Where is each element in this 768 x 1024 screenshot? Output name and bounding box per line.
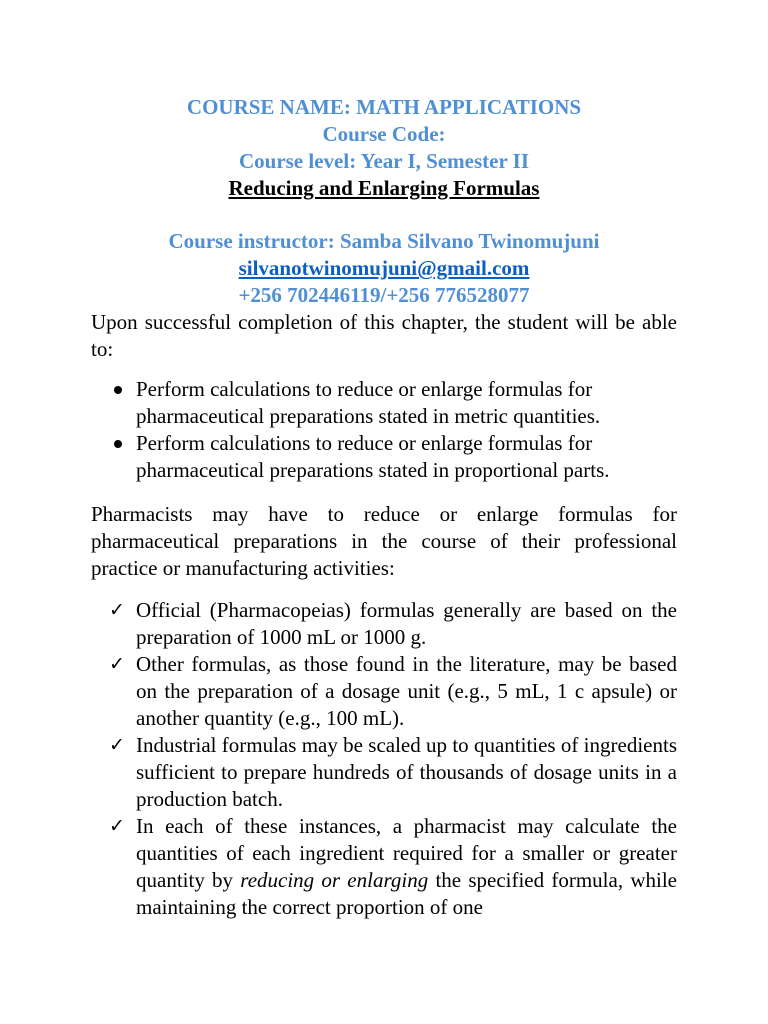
course-header <box>0 94 768 309</box>
instructor-email-link[interactable]: silvanotwinomujuni@gmail.com <box>238 256 530 280</box>
chapter-title: Reducing and Enlarging Formulas <box>228 176 540 200</box>
practice-paragraph: Pharmacists may have to reduce or enlarge formulas for pharmaceutical preparations in the course of their professional practice or manufacturing activities: <box>91 502 677 580</box>
checkmark-icon: ✓ <box>109 734 125 756</box>
list-item: Perform calculations to reduce or enlarge formulas for pharmaceutical preparations stated in proportional parts. <box>91 430 677 484</box>
checkmark-icon: ✓ <box>109 599 125 621</box>
course-name: COURSE NAME: MATH APPLICATIONS <box>186 95 582 119</box>
emphasis-text: reducing or enlarging <box>240 868 429 892</box>
list-item: ✓ Official (Pharmacopeias) formulas generally are based on the preparation of 1000 mL or 1000 g. <box>109 598 677 649</box>
instructor-phone: +256 702446119/+256 776528077 <box>238 283 530 307</box>
checkmark-icon: ✓ <box>109 815 125 837</box>
practice-section <box>91 501 677 582</box>
bullet-icon <box>114 386 122 394</box>
intro-paragraph: Upon successful completion of this chapter, the student will be able to: <box>91 310 677 361</box>
body-section <box>91 309 677 363</box>
course-level: Course level: Year I, Semester II <box>238 149 530 173</box>
checkmark-icon: ✓ <box>109 653 125 675</box>
bullet-icon <box>114 440 122 448</box>
formula-check-list <box>91 597 677 921</box>
objectives-list <box>91 376 677 484</box>
list-item: Perform calculations to reduce or enlarge formulas for pharmaceutical preparations stated in metric quantities. <box>91 376 677 430</box>
course-instructor: Course instructor: Samba Silvano Twinomujuni <box>168 229 600 253</box>
course-code: Course Code: <box>322 122 446 146</box>
list-item: ✓ Industrial formulas may be scaled up to quantities of ingredients sufficient to prepare hundreds of thousands of dosage units in a production batch. <box>109 733 677 811</box>
list-item: ✓ Other formulas, as those found in the literature, may be based on the preparation of a dosage unit (e.g., 5 mL, 1 c apsule) or another quantity (e.g., 100 mL). <box>109 652 677 730</box>
list-item: ✓ In each of these instances, a pharmacist may calculate the quantities of each ingredient required for a smaller or greater quantity by reducing or enlarging the specified formula, while maintaining the correct proportion of one <box>109 814 677 919</box>
